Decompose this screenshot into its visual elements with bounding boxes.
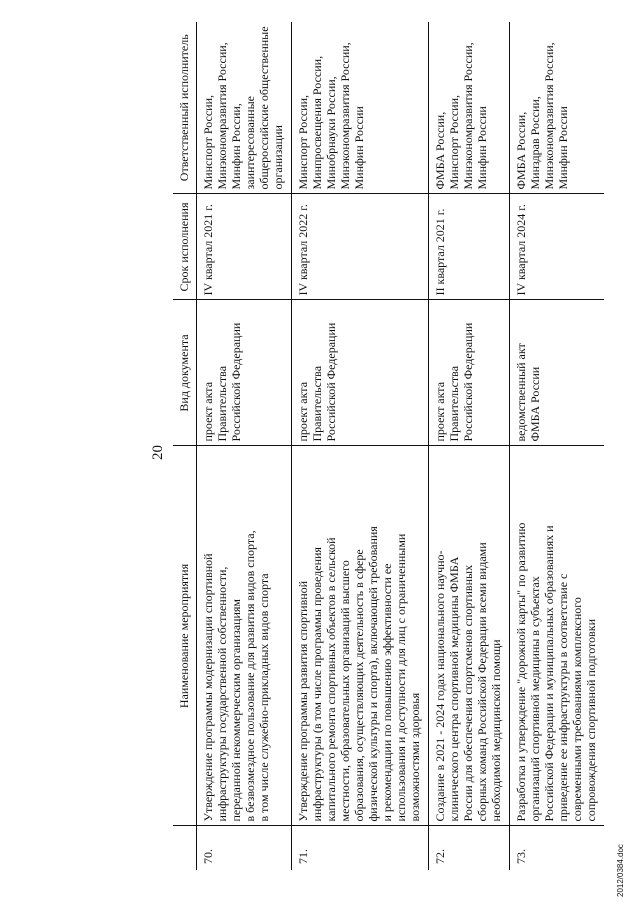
measures-table — [173, 22, 604, 870]
measure-name: Разработка и утверждение "дорожной карты" по развитию организаций спортивной медицины в субъектах Российской Федерации и муниципальных образованиях и приведение ее инфраструктуры в соответствие с современными требованиями комплексного сопровождения спортивной подготовки — [510, 446, 605, 826]
deadline: IV квартал 2024 г. — [510, 194, 605, 300]
responsible-executor: Минспорт России, Минэкономразвития России, Минфин России, заинтересованные общероссийские общественные организации — [197, 22, 292, 194]
document-type: проект акта Правительства Российской Федерации — [292, 300, 429, 446]
header-name: Наименование мероприятия — [173, 446, 197, 826]
header-doc-type: Вид документа — [173, 300, 197, 446]
deadline: II квартал 2021 г. — [429, 194, 510, 300]
measure-name: Утверждение программы развития спортивной инфраструктуры (в том числе программы проведения капитального ремонта спортивных объектов в сельской местности, образовательных организаций высшего образования, осуществляющих деятельность в сфере физической культуры и спорта), включающей требования и рекомендации по повышению эффективности ее использования и доступности для лиц с ограниченными возможностями здоровья — [292, 446, 429, 826]
responsible-executor: Минспорт России, Минпросвещения России, Минобрнауки России, Минэкономразвития России, Минфин России — [292, 22, 429, 194]
page-number: 20 — [150, 445, 166, 460]
table-header-row — [173, 22, 197, 870]
responsible-executor: ФМБА России, Минспорт России, Минэкономразвития России, Минфин России — [429, 22, 510, 194]
header-number — [173, 826, 197, 870]
row-number: 73. — [510, 826, 605, 870]
deadline: IV квартал 2022 г. — [292, 194, 429, 300]
row-number: 72. — [429, 826, 510, 870]
header-executor: Ответственный исполнитель — [173, 22, 197, 194]
row-number: 71. — [292, 826, 429, 870]
header-deadline: Срок исполнения — [173, 194, 197, 300]
table-row — [429, 22, 510, 870]
deadline: IV квартал 2021 г. — [197, 194, 292, 300]
document-type: ведомственный акт ФМБА России — [510, 300, 605, 446]
table-row — [197, 22, 292, 870]
responsible-executor: ФМБА России, Минздрав России, Минэкономразвития России, Минфин России — [510, 22, 605, 194]
table-row — [510, 22, 605, 870]
measure-name: Утверждение программы модернизации спортивной инфраструктуры государственной собственности, переданной некоммерческим организациям в безвозмездное пользование для развития видов спорта, в том числе служебно-прикладных видов спорта — [197, 446, 292, 826]
table-row — [292, 22, 429, 870]
footer-filename: 2012/0384.doc — [616, 844, 625, 897]
document-type: проект акта Правительства Российской Федерации — [429, 300, 510, 446]
document-type: проект акта Правительства Российской Федерации — [197, 300, 292, 446]
row-number: 70. — [201, 849, 215, 864]
measure-name: Создание в 2021 - 2024 годах национального научно- клинического центра спортивной медицины ФМБА России для обеспечения спортсменов спортивных сборных команд Российской Федерации всеми видами необходимой медицинской помощи — [429, 446, 510, 826]
